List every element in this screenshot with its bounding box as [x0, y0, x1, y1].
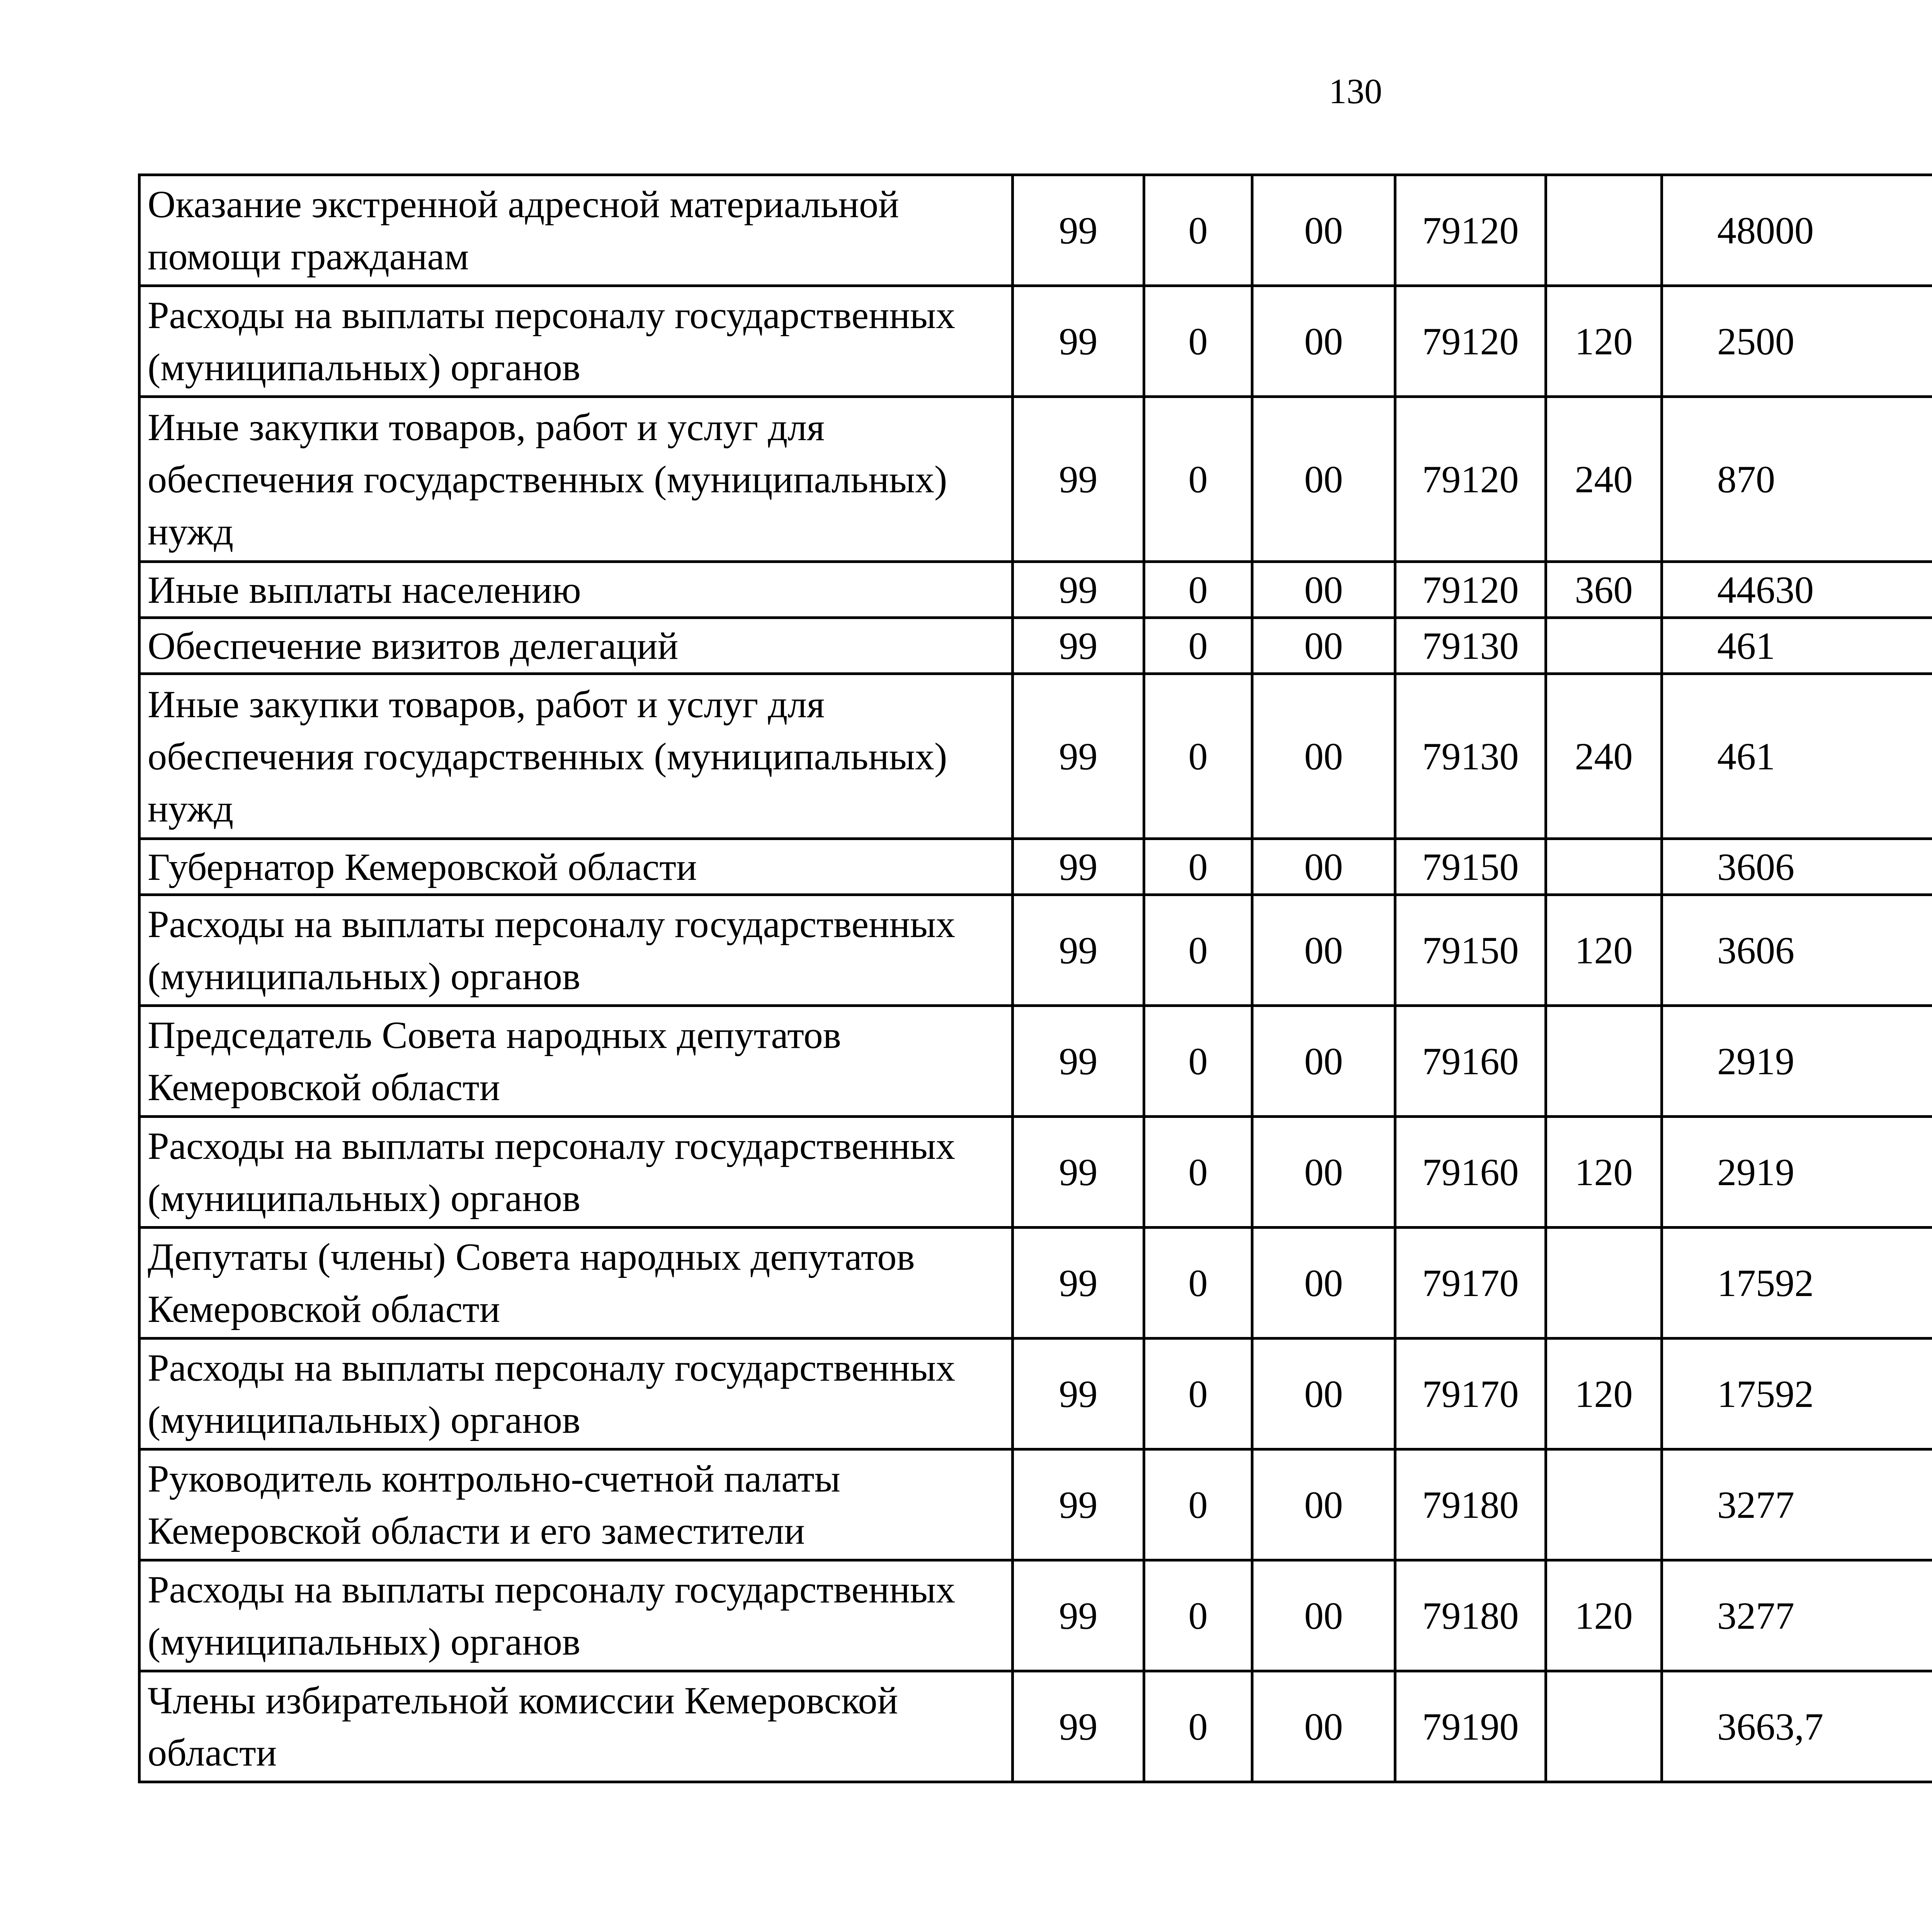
code-program: 99 [1013, 839, 1144, 895]
amount-year-1: 870 [1662, 397, 1932, 562]
code-direction: 79120 [1395, 286, 1546, 397]
code-subprogram: 0 [1144, 895, 1252, 1006]
expense-name: Расходы на выплаты персоналу государственных (муниципальных) органов [139, 1339, 1013, 1449]
code-main-activity: 00 [1252, 674, 1395, 839]
code-subprogram: 0 [1144, 839, 1252, 895]
table-row [139, 618, 1932, 674]
expense-name: Иные выплаты населению [139, 562, 1013, 618]
code-main-activity: 00 [1252, 1228, 1395, 1339]
code-main-activity: 00 [1252, 175, 1395, 286]
table-row [139, 895, 1932, 1006]
expense-name: Оказание экстренной адресной материальной помощи гражданам [139, 175, 1013, 286]
code-direction: 79160 [1395, 1117, 1546, 1228]
expense-name: Расходы на выплаты персоналу государственных (муниципальных) органов [139, 1560, 1013, 1671]
code-direction: 79120 [1395, 397, 1546, 562]
code-main-activity: 00 [1252, 562, 1395, 618]
code-direction: 79150 [1395, 839, 1546, 895]
table-row [139, 674, 1932, 839]
code-direction: 79160 [1395, 1006, 1546, 1117]
code-program: 99 [1013, 1560, 1144, 1671]
code-program: 99 [1013, 1449, 1144, 1560]
code-direction: 79130 [1395, 674, 1546, 839]
code-direction: 79180 [1395, 1560, 1546, 1671]
code-expense-type: 120 [1546, 1560, 1662, 1671]
code-program: 99 [1013, 175, 1144, 286]
code-main-activity: 00 [1252, 397, 1395, 562]
code-program: 99 [1013, 618, 1144, 674]
code-subprogram: 0 [1144, 397, 1252, 562]
code-expense-type [1546, 1449, 1662, 1560]
code-program: 99 [1013, 1671, 1144, 1782]
code-program: 99 [1013, 1339, 1144, 1449]
amount-year-1: 3277 [1662, 1560, 1932, 1671]
code-direction: 79130 [1395, 618, 1546, 674]
code-main-activity: 00 [1252, 1449, 1395, 1560]
code-program: 99 [1013, 1117, 1144, 1228]
amount-year-1: 461 [1662, 618, 1932, 674]
code-subprogram: 0 [1144, 562, 1252, 618]
code-direction: 79180 [1395, 1449, 1546, 1560]
code-main-activity: 00 [1252, 1117, 1395, 1228]
code-expense-type: 240 [1546, 397, 1662, 562]
expense-name: Расходы на выплаты персоналу государственных (муниципальных) органов [139, 1117, 1013, 1228]
expense-name: Руководитель контрольно-счетной палаты Кемеровской области и его заместители [139, 1449, 1013, 1560]
expense-name: Расходы на выплаты персоналу государственных (муниципальных) органов [139, 895, 1013, 1006]
code-subprogram: 0 [1144, 618, 1252, 674]
code-subprogram: 0 [1144, 1228, 1252, 1339]
code-expense-type [1546, 839, 1662, 895]
amount-year-1: 17592 [1662, 1228, 1932, 1339]
expense-name: Обеспечение визитов делегаций [139, 618, 1013, 674]
table-row [139, 1671, 1932, 1782]
code-direction: 79170 [1395, 1339, 1546, 1449]
code-subprogram: 0 [1144, 1339, 1252, 1449]
expense-name: Депутаты (члены) Совета народных депутатов Кемеровской области [139, 1228, 1013, 1339]
code-main-activity: 00 [1252, 839, 1395, 895]
code-program: 99 [1013, 562, 1144, 618]
code-subprogram: 0 [1144, 1006, 1252, 1117]
code-subprogram: 0 [1144, 1671, 1252, 1782]
code-subprogram: 0 [1144, 1560, 1252, 1671]
table-row [139, 175, 1932, 286]
code-expense-type [1546, 1228, 1662, 1339]
code-main-activity: 00 [1252, 1339, 1395, 1449]
table-row [139, 839, 1932, 895]
code-main-activity: 00 [1252, 1560, 1395, 1671]
table-row [139, 1228, 1932, 1339]
amount-year-1: 48000 [1662, 175, 1932, 286]
table-row [139, 1117, 1932, 1228]
code-direction: 79150 [1395, 895, 1546, 1006]
amount-year-1: 3277 [1662, 1449, 1932, 1560]
code-expense-type: 120 [1546, 1339, 1662, 1449]
code-subprogram: 0 [1144, 674, 1252, 839]
code-subprogram: 0 [1144, 286, 1252, 397]
code-main-activity: 00 [1252, 895, 1395, 1006]
amount-year-1: 461 [1662, 674, 1932, 839]
table-row [139, 1006, 1932, 1117]
code-program: 99 [1013, 1228, 1144, 1339]
expense-name: Губернатор Кемеровской области [139, 839, 1013, 895]
code-direction: 79190 [1395, 1671, 1546, 1782]
code-program: 99 [1013, 1006, 1144, 1117]
code-expense-type: 360 [1546, 562, 1662, 618]
code-subprogram: 0 [1144, 1449, 1252, 1560]
code-expense-type: 120 [1546, 1117, 1662, 1228]
expense-name: Иные закупки товаров, работ и услуг для обеспечения государственных (муниципальных) нужд [139, 674, 1013, 839]
amount-year-1: 2919 [1662, 1006, 1932, 1117]
table-row [139, 1449, 1932, 1560]
code-expense-type [1546, 1006, 1662, 1117]
code-main-activity: 00 [1252, 286, 1395, 397]
expense-name: Расходы на выплаты персоналу государственных (муниципальных) органов [139, 286, 1013, 397]
code-subprogram: 0 [1144, 175, 1252, 286]
code-expense-type [1546, 175, 1662, 286]
amount-year-1: 3606 [1662, 839, 1932, 895]
table-row [139, 562, 1932, 618]
amount-year-1: 2919 [1662, 1117, 1932, 1228]
code-subprogram: 0 [1144, 1117, 1252, 1228]
table-row [139, 1560, 1932, 1671]
expense-name: Иные закупки товаров, работ и услуг для обеспечения государственных (муниципальных) нужд [139, 397, 1013, 562]
code-program: 99 [1013, 674, 1144, 839]
code-main-activity: 00 [1252, 1671, 1395, 1782]
page-number: 130 [1329, 71, 1382, 111]
amount-year-1: 2500 [1662, 286, 1932, 397]
table-row [139, 397, 1932, 562]
budget-table [138, 173, 1932, 1783]
amount-year-1: 44630 [1662, 562, 1932, 618]
table-row [139, 286, 1932, 397]
code-direction: 79120 [1395, 175, 1546, 286]
code-program: 99 [1013, 895, 1144, 1006]
code-direction: 79120 [1395, 562, 1546, 618]
amount-year-1: 3663,7 [1662, 1671, 1932, 1782]
table-row [139, 1339, 1932, 1449]
expense-name: Председатель Совета народных депутатов Кемеровской области [139, 1006, 1013, 1117]
code-expense-type [1546, 1671, 1662, 1782]
amount-year-1: 17592 [1662, 1339, 1932, 1449]
code-main-activity: 00 [1252, 1006, 1395, 1117]
code-main-activity: 00 [1252, 618, 1395, 674]
code-expense-type: 240 [1546, 674, 1662, 839]
code-direction: 79170 [1395, 1228, 1546, 1339]
expense-name: Члены избирательной комиссии Кемеровской области [139, 1671, 1013, 1782]
amount-year-1: 3606 [1662, 895, 1932, 1006]
code-expense-type [1546, 618, 1662, 674]
code-program: 99 [1013, 397, 1144, 562]
code-program: 99 [1013, 286, 1144, 397]
code-expense-type: 120 [1546, 286, 1662, 397]
code-expense-type: 120 [1546, 895, 1662, 1006]
